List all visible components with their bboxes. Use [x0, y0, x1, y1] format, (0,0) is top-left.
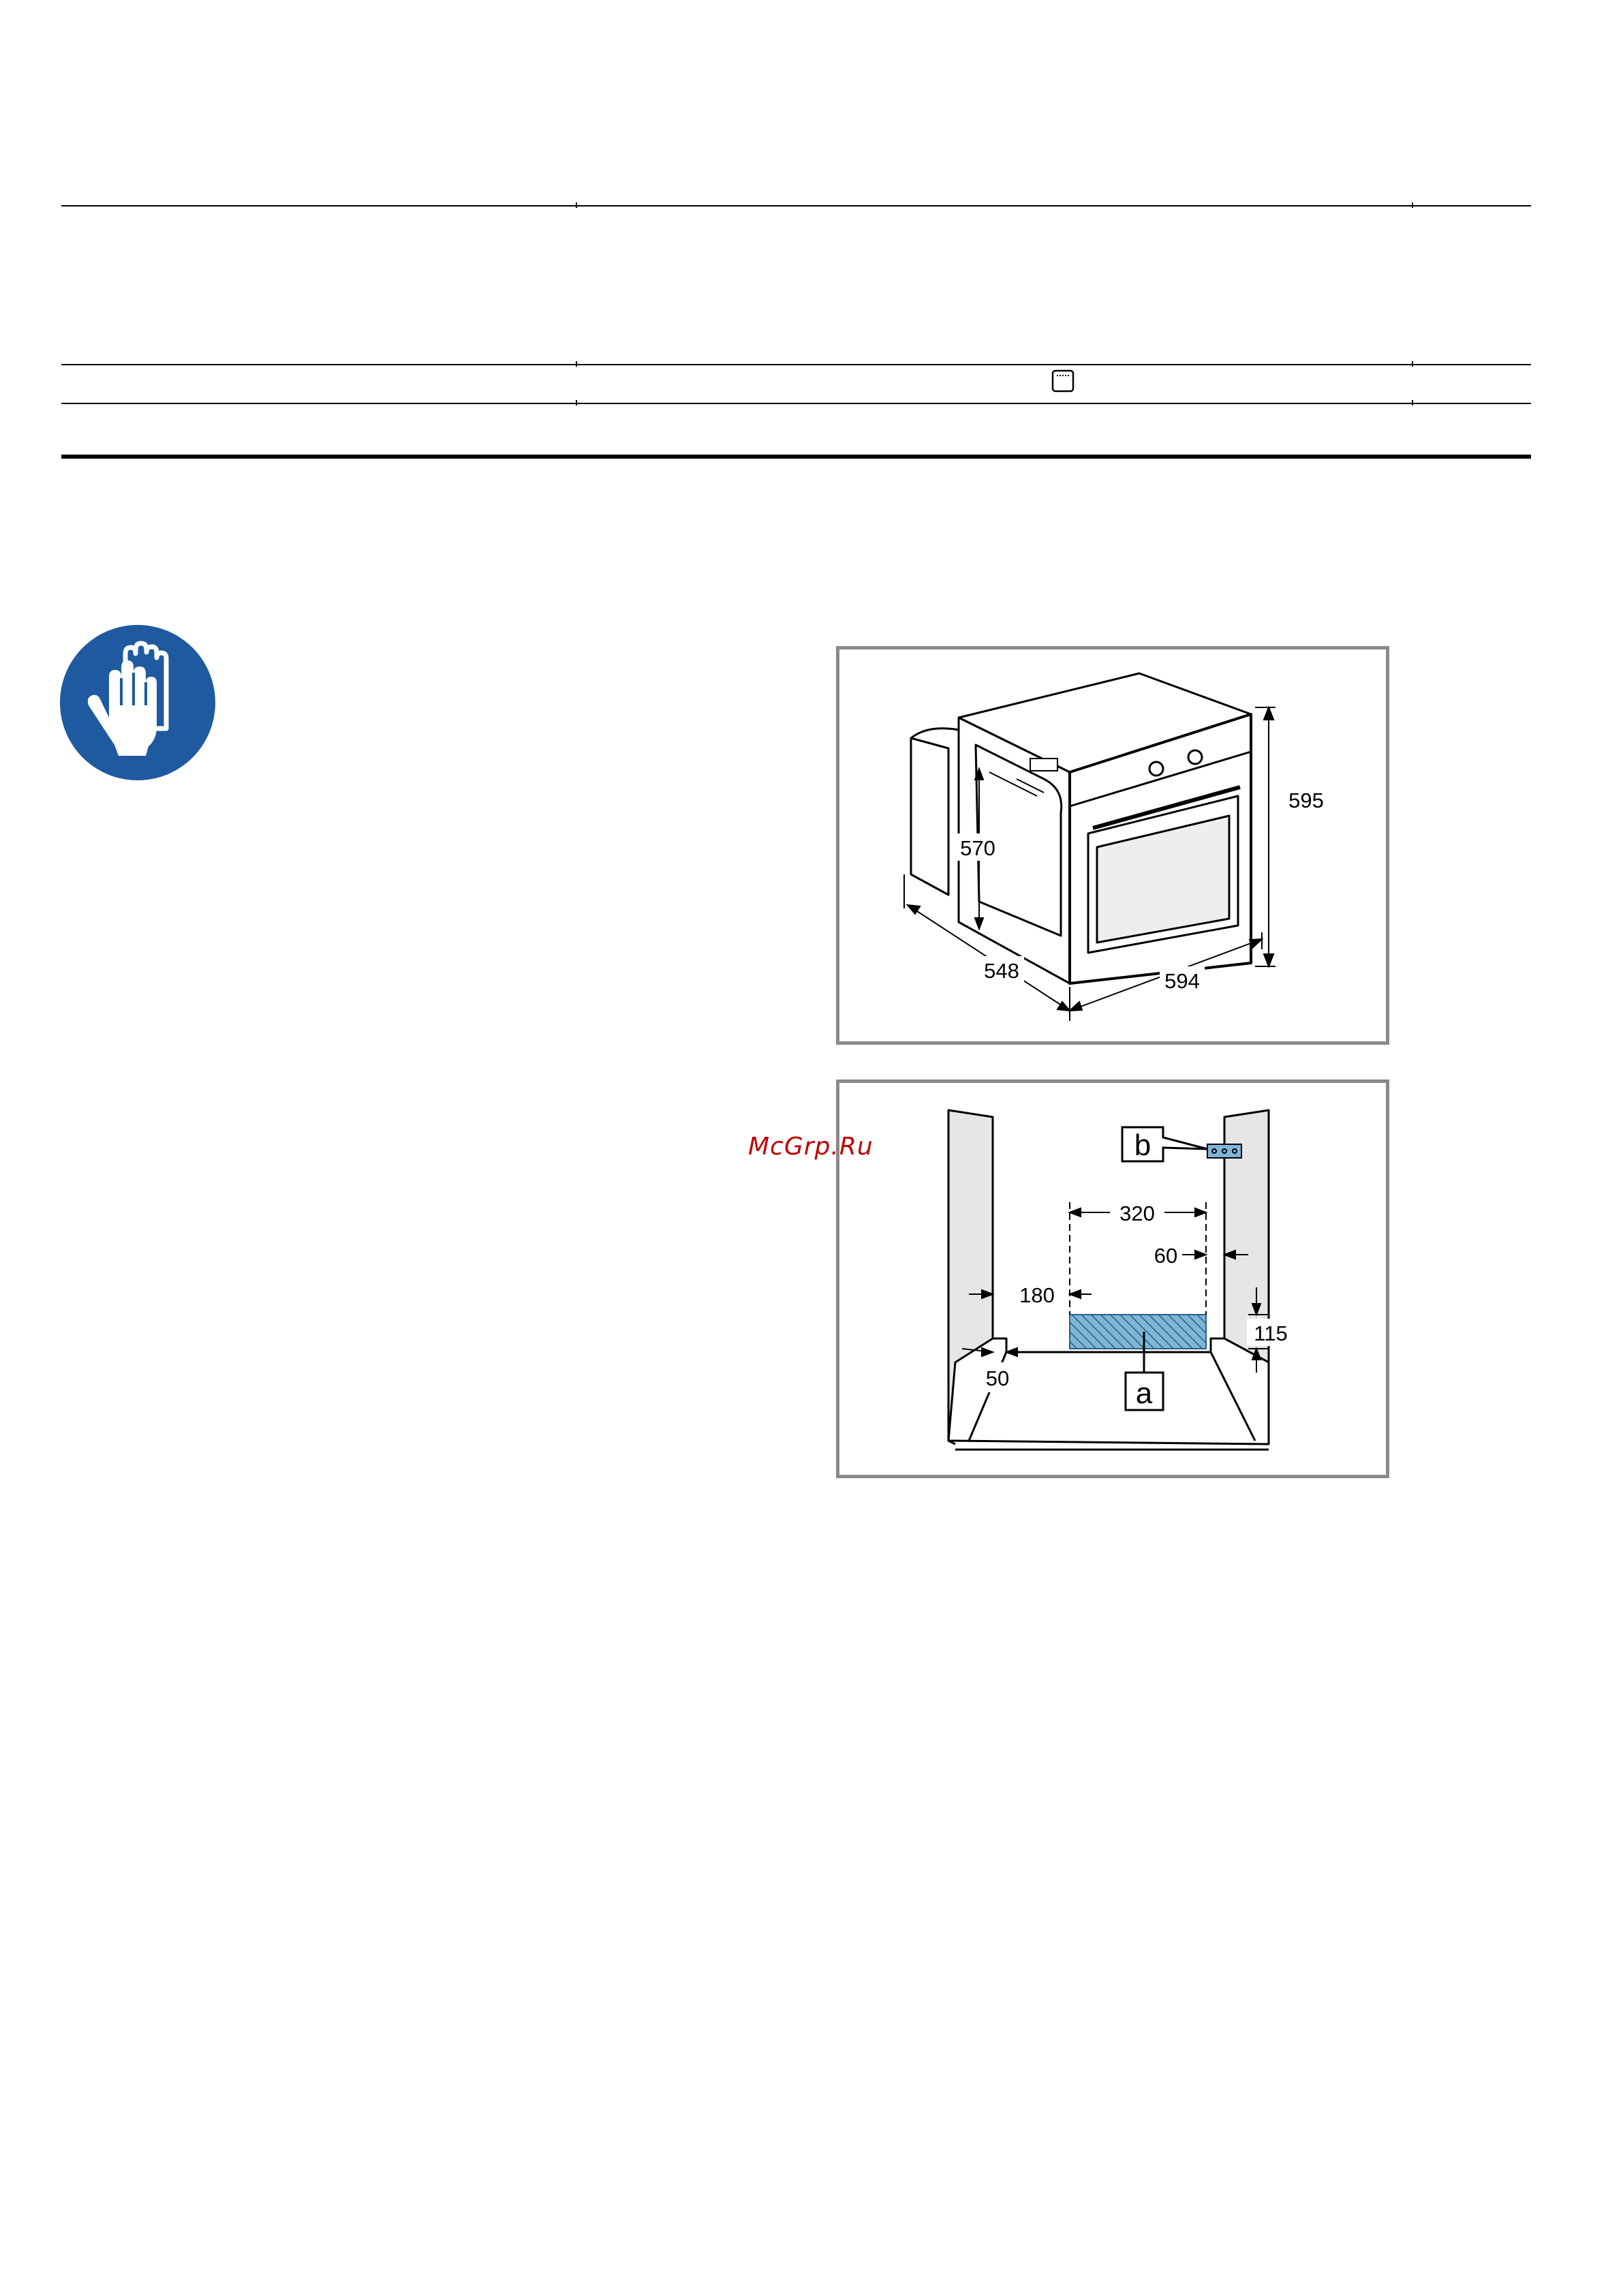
column-divider: [1412, 361, 1413, 367]
column-divider: [576, 361, 577, 367]
knob-icon: [1188, 750, 1202, 764]
dimension-bracket-offset-label: 60: [1154, 1244, 1178, 1268]
table-top-rule: [61, 205, 1531, 206]
section-divider: [61, 455, 1531, 459]
dimension-width-cutout-label: 320: [1119, 1201, 1155, 1225]
cabinet-cutout-drawing: [839, 1083, 1386, 1475]
dimension-vent-height-label: 115: [1254, 1321, 1288, 1345]
ventilation-area: [1070, 1315, 1206, 1349]
column-divider: [576, 202, 577, 208]
oven-dimensions-figure: [836, 646, 1389, 1045]
column-divider: [1412, 400, 1413, 405]
callout-b-label: b: [1134, 1129, 1151, 1162]
column-divider: [1412, 202, 1413, 208]
oven-mode-icon: [1051, 369, 1075, 393]
dimension-height-label: 595: [1288, 789, 1324, 812]
oven-dimensions-drawing: [839, 649, 1386, 1041]
knob-icon: [1149, 762, 1163, 776]
protective-gloves-icon: [60, 625, 215, 780]
callout-a-label: a: [1135, 1377, 1153, 1410]
cabinet-cutout-figure: [836, 1080, 1389, 1478]
table-row-rule: [61, 364, 1531, 365]
watermark: McGrp.Ru: [748, 1133, 874, 1161]
table-row-rule: [61, 403, 1531, 404]
dimension-width-label: 594: [1164, 969, 1200, 993]
dimension-side-offset-label: 180: [1019, 1283, 1055, 1307]
dimension-depth-label: 548: [984, 959, 1019, 983]
dimension-inner-depth-label: 570: [960, 836, 995, 860]
dimension-panel-thickness-label: 50: [985, 1366, 1010, 1390]
column-divider: [576, 400, 577, 405]
